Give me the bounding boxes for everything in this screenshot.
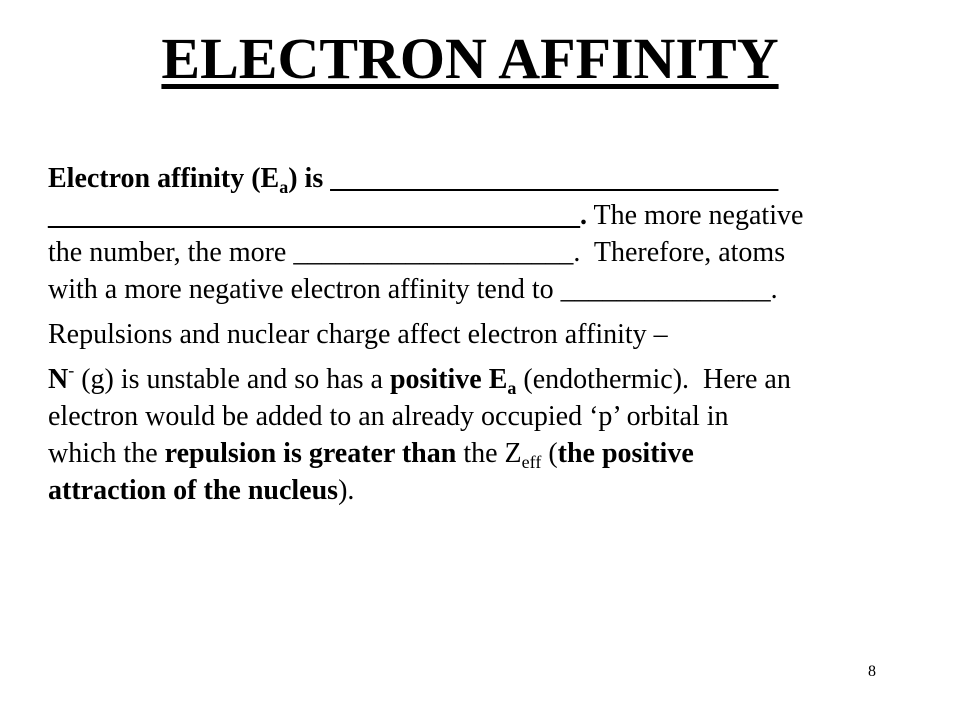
definition-line-2-text: The more negative — [587, 200, 804, 231]
nitrogen-line-1-end: (endothermic). Here an — [516, 364, 791, 395]
definition-term: Electron affinity (E — [48, 163, 280, 194]
definition-line-3: the number, the more ____________________. Therefore, atoms — [48, 237, 786, 268]
repulsion-term: repulsion is greater than — [164, 438, 457, 469]
definition-paragraph — [48, 160, 928, 308]
definition-line-2 — [48, 197, 928, 234]
positive-attraction-term: the positive — [557, 438, 694, 469]
zeff-subscript: eff — [521, 452, 542, 472]
nitrogen-line-3-start: which the — [48, 438, 165, 469]
slide-title-text: ELECTRON AFFINITY — [161, 26, 779, 91]
nitrogen-line-3-paren: ( — [541, 438, 558, 469]
positive-ea-subscript: a — [507, 378, 517, 398]
positive-ea-term: positive E — [389, 364, 508, 395]
nitrogen-symbol: N — [48, 364, 69, 395]
repulsions-text: Repulsions and nuclear charge affect electron affinity – — [48, 319, 668, 350]
ea-subscript: a — [279, 177, 289, 197]
page-number: 8 — [868, 663, 876, 680]
nitrogen-line-4 — [48, 472, 928, 509]
nitrogen-paragraph — [48, 361, 928, 509]
nitrogen-line-1 — [48, 361, 928, 398]
nitrogen-charge: - — [68, 360, 75, 380]
definition-line-1 — [48, 160, 928, 197]
zeff-symbol: the Z — [456, 438, 522, 469]
repulsions-paragraph — [48, 316, 928, 353]
nitrogen-line-1-text: (g) is unstable and so has a — [74, 364, 390, 395]
slide-body — [48, 160, 928, 517]
definition-blank-2: ______________________________________. — [48, 200, 587, 231]
nitrogen-line-4-end: ). — [338, 475, 355, 506]
nitrogen-line-3 — [48, 435, 928, 472]
definition-blank-1: ) is ________________________________ — [288, 163, 779, 194]
slide-title — [0, 24, 940, 94]
definition-line-4: with a more negative electron affinity tend to _______________. — [48, 274, 778, 305]
nucleus-attraction-term: attraction of the nucleus — [48, 475, 339, 506]
nitrogen-line-2: electron would be added to an already occupied ‘p’ orbital in — [48, 401, 729, 432]
